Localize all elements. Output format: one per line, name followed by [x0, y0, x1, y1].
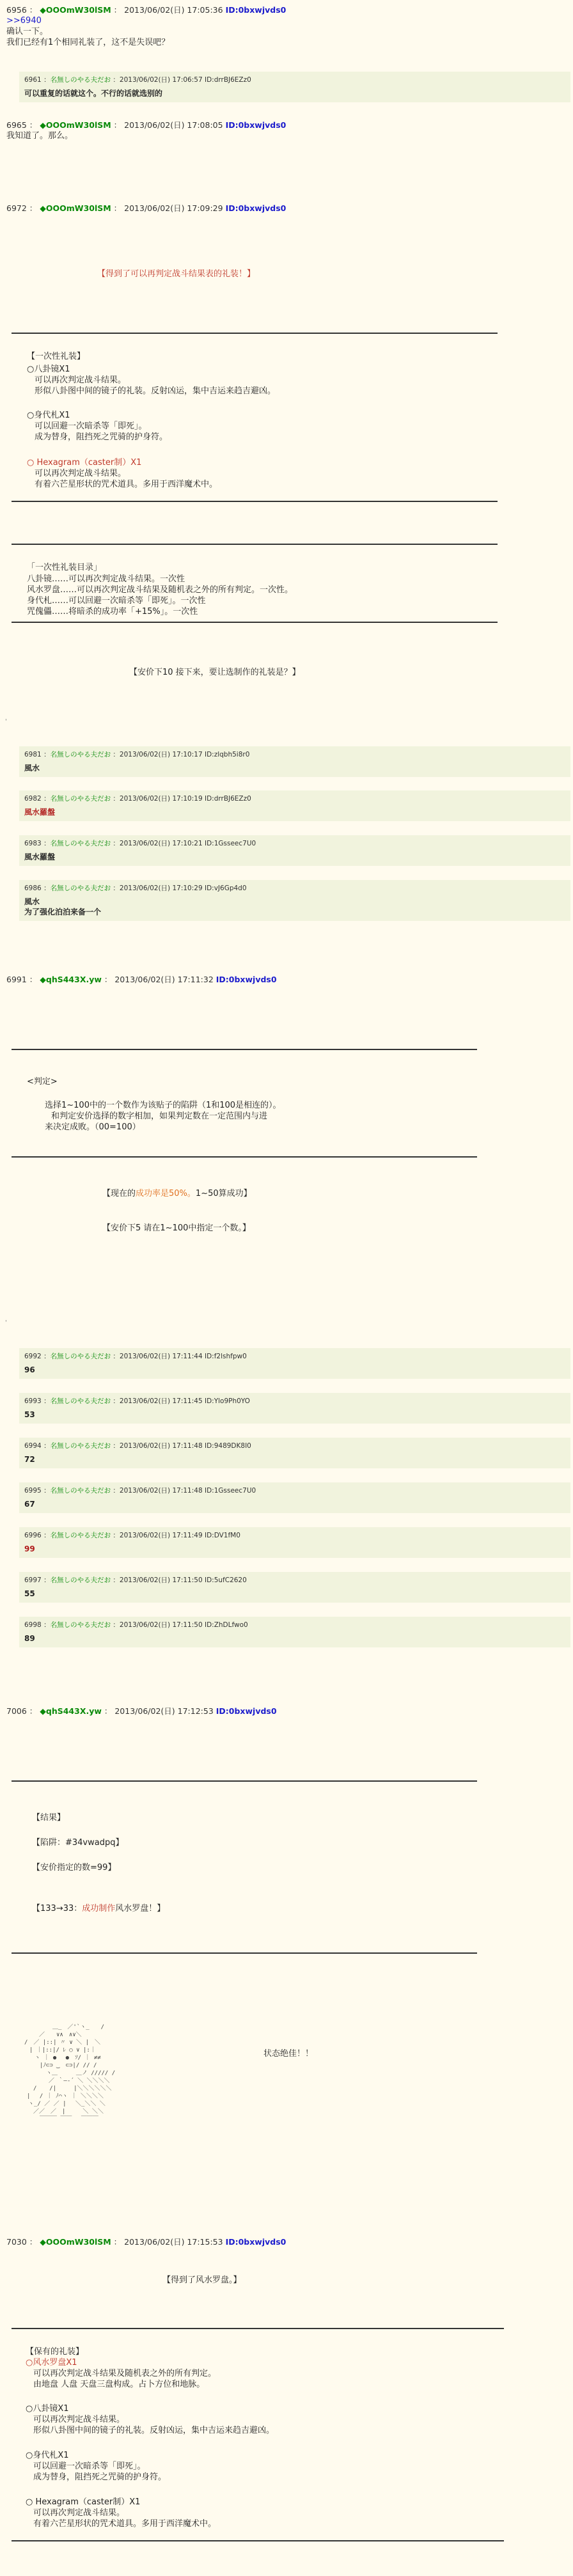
- post-date: 2013/06/02(日) 17:12:53: [114, 1706, 214, 1716]
- judge-line: 选择1~100中的一个数作为该贴子的陷阱（1和100是相连的）。: [45, 1101, 281, 1110]
- quote-body: 風水 为了强化泊泊来备一个: [24, 897, 102, 916]
- quote-id: ID:1Gsseec7U0: [204, 1487, 256, 1495]
- judge-line: 和判定安价选择的数字相加，如果判定数在一定范围内与进: [51, 1111, 268, 1121]
- quote-id: ID:f2lshfpw0: [204, 1353, 247, 1360]
- quote-number[interactable]: 6961: [24, 76, 42, 84]
- quoted-reply: 6986 ：名無しのやる夫だお ：2013/06/02(日) 17:10:29 ID:vJ6Gp4d0 風水 为了强化泊泊来备一个: [19, 880, 570, 921]
- quote-date: 2013/06/02(日) 17:11:45: [119, 1397, 203, 1405]
- quote-id: ID:ZhDLfwo0: [204, 1621, 248, 1629]
- post-header: 7006 ： ◆qhS443X.yw ： 2013/06/02(日) 17:12:53 ID:0bxwjvds0: [6, 1706, 277, 1716]
- item-desc: 成为替身，阻挡死之咒骑的护身符。: [35, 432, 168, 442]
- box-title: 【保有的礼装】: [26, 2347, 84, 2357]
- quote-id: ID:drrBJ6EZz0: [204, 795, 251, 803]
- catalog-line: 咒傀儡……将暗杀的成功率「+15%」。一次性: [27, 607, 198, 617]
- quote-name: 名無しのやる夫だお: [50, 1487, 111, 1495]
- post-number[interactable]: 7030: [6, 2237, 27, 2247]
- stray-mark: ': [5, 1319, 7, 1326]
- quote-name: 名無しのやる夫だお: [50, 76, 111, 84]
- quote-date: 2013/06/02(日) 17:10:21: [119, 840, 203, 847]
- quote-name: 名無しのやる夫だお: [50, 1353, 111, 1360]
- divider: [12, 1156, 477, 1158]
- svg-text:￣￣￣ ￣￣ ￣￣￣: ￣￣￣ ￣￣ ￣￣￣: [40, 2116, 98, 2123]
- quoted-reply: 6981 ：名無しのやる夫だお ：2013/06/02(日) 17:10:17 ID:zlqbh5i8r0 風水: [19, 746, 570, 777]
- post-header: 6991 ： ◆qhS443X.yw ： 2013/06/02(日) 17:11:32 ID:0bxwjvds0: [6, 975, 277, 984]
- quote-number[interactable]: 6998: [24, 1621, 42, 1629]
- item-desc: 可以回避一次暗杀等「即死」。: [33, 2462, 146, 2471]
- quote-body: 89: [24, 1634, 35, 1643]
- item-desc: 形似八卦图中间的镜子的礼装。反射凶运，集中吉运来趋吉避凶。: [33, 2426, 275, 2435]
- item-desc: 形似八卦图中间的镜子的礼装。反射凶运，集中吉运来趋吉避凶。: [35, 386, 276, 396]
- divider: [12, 1049, 477, 1050]
- quote-id: ID:5ufC2620: [204, 1576, 247, 1584]
- item-name: ○身代札X1: [26, 2451, 69, 2460]
- rate-highlight: 成功率是50%。: [136, 1189, 196, 1198]
- svg-text:＿_ ／'`ヽ_ /: ＿_ ／'`ヽ_ /: [52, 2024, 105, 2030]
- quote-number[interactable]: 6983: [24, 840, 42, 847]
- item-name: ○八卦镜X1: [26, 2404, 69, 2414]
- item-desc: 可以回避一次暗杀等「即死」。: [35, 421, 147, 431]
- post-header: 7030 ： ◆OOOmW30lSM ： 2013/06/02(日) 17:15:53 ID:0bxwjvds0: [6, 2237, 286, 2247]
- quote-id: ID:drrBJ6EZz0: [204, 76, 251, 84]
- post-date: 2013/06/02(日) 17:11:32: [114, 975, 214, 984]
- banner-text: 【得到了可以再判定战斗结果表的礼装！】: [97, 269, 256, 279]
- item-desc: 有着六芒星形状的咒术道具。多用于西洋魔术中。: [33, 2519, 217, 2529]
- quoted-reply: 6961 ：名無しのやる夫だお ：2013/06/02(日) 17:06:57 ID:drrBJ6EZz0 可以重复的话就这个。不行的话就选别的: [19, 72, 570, 102]
- svg-text:| / ｜ ﾉ⌒ヽ ｜ ＼＼＼＼: | / ｜ ﾉ⌒ヽ ｜ ＼＼＼＼: [27, 2093, 104, 2100]
- quote-number[interactable]: 6995: [24, 1487, 42, 1495]
- quote-id: ID:9489DK8I0: [204, 1442, 251, 1450]
- poster-id[interactable]: ID:0bxwjvds0: [216, 1706, 277, 1716]
- range-prefix: 【133→33：: [32, 1904, 82, 1913]
- svg-text:/ /| |＼＼＼＼＼＼: / /| |＼＼＼＼＼＼: [33, 2085, 112, 2092]
- divider: [12, 622, 498, 623]
- quote-date: 2013/06/02(日) 17:11:50: [119, 1621, 203, 1629]
- divider: [12, 2328, 504, 2329]
- item-name: ○ Hexagram（caster制）X1: [27, 458, 142, 467]
- post-date: 2013/06/02(日) 17:15:53: [124, 2237, 223, 2247]
- quote-body: 99: [24, 1544, 35, 1553]
- poster-id[interactable]: ID:0bxwjvds0: [225, 203, 286, 213]
- divider: [12, 1780, 477, 1782]
- quote-number[interactable]: 6982: [24, 795, 42, 803]
- quote-name: 名無しのやる夫だお: [50, 840, 111, 847]
- quote-body: 風水羅盤: [24, 852, 56, 861]
- quote-body: 96: [24, 1365, 35, 1374]
- quote-number[interactable]: 6996: [24, 1532, 42, 1539]
- svg-text:ヽ ｜ ● ● ｿ/ ｜ ≠≠: ヽ ｜ ● ● ｿ/ ｜ ≠≠: [35, 2055, 101, 2061]
- item-name: ○八卦镜X1: [27, 365, 70, 374]
- stray-mark: ': [5, 718, 7, 725]
- poster-id[interactable]: ID:0bxwjvds0: [216, 975, 277, 984]
- poster-id[interactable]: ID:0bxwjvds0: [225, 2237, 286, 2247]
- quote-id: ID:1Gsseec7U0: [204, 840, 256, 847]
- post-number[interactable]: 6991: [6, 975, 27, 984]
- item-name: ○身代札X1: [27, 411, 70, 420]
- quoted-reply: 6995 ：名無しのやる夫だお ：2013/06/02(日) 17:11:48 ID:1Gsseec7U0 67: [19, 1482, 570, 1513]
- poster-name[interactable]: ◆OOOmW30lSM: [40, 2237, 111, 2247]
- catalog-line: 风水罗盘……可以再次判定战斗结果及随机表之外的所有判定。一次性。: [27, 585, 294, 595]
- quote-body: 67: [24, 1500, 35, 1509]
- catalog-line: 八卦镜……可以再次判定战斗结果。一次性: [27, 574, 185, 584]
- quote-number[interactable]: 6994: [24, 1442, 42, 1450]
- post-header: 6956 ： ◆OOOmW30lSM ： 2013/06/02(日) 17:05:36 ID:0bxwjvds0: [6, 5, 286, 15]
- quote-name: 名無しのやる夫だお: [50, 751, 111, 758]
- post-text: 确认一下。: [6, 27, 49, 36]
- svg-text:／ ∨∧ ∧∨＼: ／ ∨∧ ∧∨＼: [33, 2032, 82, 2038]
- divider: [12, 333, 498, 334]
- quoted-reply: 6996 ：名無しのやる夫だお ：2013/06/02(日) 17:11:49 ID:DV1fM0 99: [19, 1527, 570, 1558]
- item-desc: 可以再次判定战斗结果。: [33, 2508, 125, 2518]
- post-number[interactable]: 6972: [6, 203, 27, 213]
- quote-id: ID:vJ6Gp4d0: [204, 884, 247, 892]
- reply-anchor[interactable]: >>6940: [6, 16, 42, 26]
- poster-name[interactable]: ◆qhS443X.yw: [40, 975, 102, 984]
- anka-request: 【安价下5 请在1~100中指定一个数。】: [102, 1223, 251, 1233]
- judge-title: <判定>: [27, 1077, 58, 1087]
- quoted-reply: 6992 ：名無しのやる夫だお ：2013/06/02(日) 17:11:44 ID:f2lshfpw0 96: [19, 1348, 570, 1379]
- divider: [12, 1952, 477, 1954]
- result-title: 【结果】: [32, 1813, 66, 1823]
- success-rate: [102, 1188, 252, 1199]
- item-desc: 由地盘 人盘 天盘三盘构成。占卜方位和地脉。: [33, 2380, 205, 2389]
- quoted-reply: 6997 ：名無しのやる夫だお ：2013/06/02(日) 17:11:50 ID:5ufC2620 55: [19, 1572, 570, 1603]
- quoted-reply: 6982 ：名無しのやる夫だお ：2013/06/02(日) 17:10:19 ID:drrBJ6EZz0 風水羅盤: [19, 790, 570, 821]
- quote-date: 2013/06/02(日) 17:06:57: [119, 76, 203, 84]
- quote-id: ID:Ylo9Ph0YO: [204, 1397, 250, 1405]
- post-header: 6972 ： ◆OOOmW30lSM ： 2013/06/02(日) 17:09:29 ID:0bxwjvds0: [6, 203, 286, 213]
- post-header: 6965 ： ◆OOOmW30lSM ： 2013/06/02(日) 17:08:05 ID:0bxwjvds0: [6, 120, 286, 130]
- quote-body: 可以重复的话就这个。不行的话就选别的: [24, 89, 163, 98]
- svg-text:/ ／ |::| 〃 ∨ ＼ | ＼: / ／ |::| 〃 ∨ ＼ | ＼: [24, 2039, 101, 2046]
- poster-name[interactable]: ◆OOOmW30lSM: [40, 203, 111, 213]
- box-title: 「一次性礼装目录」: [27, 563, 102, 572]
- quote-number[interactable]: 6993: [24, 1397, 42, 1405]
- svg-text:ヽ_/ ／ ／ | ＼_＼＼ ＼: ヽ_/ ／ ／ | ＼_＼＼ ＼: [28, 2101, 106, 2107]
- post-date: 2013/06/02(日) 17:09:29: [124, 203, 223, 213]
- ascii-art-illustration: [20, 2020, 244, 2128]
- range-suffix: 风水罗盘！】: [115, 1904, 166, 1913]
- quote-date: 2013/06/02(日) 17:11:48: [119, 1442, 203, 1450]
- item-name: ○风水罗盘X1: [26, 2358, 77, 2368]
- post-date: 2013/06/02(日) 17:08:05: [124, 120, 223, 130]
- divider: [12, 501, 498, 502]
- post-text: 我知道了。那么。: [6, 131, 74, 141]
- quote-number[interactable]: 6981: [24, 751, 42, 758]
- range-result: [32, 1903, 165, 1914]
- svg-text:|ﾉ⊂⊃ ‿ ⊂⊃|/ // /: |ﾉ⊂⊃ ‿ ⊂⊃|/ // /: [40, 2062, 97, 2069]
- quote-name: 名無しのやる夫だお: [50, 1442, 111, 1450]
- quote-name: 名無しのやる夫だお: [50, 1621, 111, 1629]
- quote-date: 2013/06/02(日) 17:11:50: [119, 1576, 203, 1584]
- post-date: 2013/06/02(日) 17:05:36: [124, 5, 223, 15]
- quote-number[interactable]: 6992: [24, 1353, 42, 1360]
- divider: [12, 2540, 504, 2541]
- quote-name: 名無しのやる夫だお: [50, 1532, 111, 1539]
- svg-text:| ｜|::|/ ﾚ ○ ∨ |:｜: | ｜|::|/ ﾚ ○ ∨ |:｜: [29, 2047, 96, 2054]
- anka-request: 【安价下10 接下来，要让选制作的礼装是？】: [129, 668, 301, 677]
- catalog-line: 身代札……可以回避一次暗杀等「即死」。一次性: [27, 596, 206, 606]
- rate-suffix: 1~50算成功】: [195, 1189, 252, 1198]
- quote-date: 2013/06/02(日) 17:10:19: [119, 795, 203, 803]
- poster-name[interactable]: ◆OOOmW30lSM: [40, 5, 111, 15]
- poster-name[interactable]: ◆OOOmW30lSM: [40, 120, 111, 130]
- post-text: 我们已经有1个相同礼装了，这不是失误吧？: [6, 38, 170, 47]
- rate-prefix: 【现在的: [102, 1189, 136, 1198]
- quote-number[interactable]: 6986: [24, 884, 42, 892]
- quote-name: 名無しのやる夫だお: [50, 884, 111, 892]
- designated-line: 【安价指定的数=99】: [32, 1863, 116, 1873]
- quote-date: 2013/06/02(日) 17:11:44: [119, 1353, 203, 1360]
- svg-text:ヽ＿ ＿ノ ///// /: ヽ＿ ＿ノ ///// /: [46, 2070, 116, 2077]
- quote-name: 名無しのやる夫だお: [50, 1576, 111, 1584]
- quote-name: 名無しのやる夫だお: [50, 795, 111, 803]
- poster-id[interactable]: ID:0bxwjvds0: [225, 5, 286, 15]
- quoted-reply: 6998 ：名無しのやる夫だお ：2013/06/02(日) 17:11:50 ID:ZhDLfwo0 89: [19, 1617, 570, 1647]
- item-desc: 可以再次判定战斗结果。: [33, 2415, 125, 2424]
- quote-body: 72: [24, 1455, 35, 1464]
- quote-number[interactable]: 6997: [24, 1576, 42, 1584]
- range-highlight: 成功制作: [82, 1904, 116, 1913]
- quote-date: 2013/06/02(日) 17:10:17: [119, 751, 203, 758]
- divider: [12, 544, 498, 545]
- post-number[interactable]: 7006: [6, 1706, 27, 1716]
- item-desc: 可以再次判定战斗结果及随机表之外的所有判定。: [33, 2369, 217, 2378]
- obtained-text: 【得到了风水罗盘。】: [162, 2275, 242, 2285]
- quote-body: 53: [24, 1410, 35, 1419]
- item-desc: 有着六芒星形状的咒术道具。多用于西洋魔术中。: [35, 480, 218, 489]
- quoted-reply: 6994 ：名無しのやる夫だお ：2013/06/02(日) 17:11:48 ID:9489DK8I0 72: [19, 1438, 570, 1468]
- trap-line: 【陷阱：#34vwadpq】: [32, 1838, 124, 1848]
- quote-id: ID:DV1fM0: [204, 1532, 240, 1539]
- quoted-reply: 6983 ：名無しのやる夫だお ：2013/06/02(日) 17:10:21 ID:1Gsseec7U0 風水羅盤: [19, 835, 570, 866]
- quote-body: 55: [24, 1589, 35, 1598]
- item-desc: 可以再次判定战斗结果。: [35, 375, 127, 385]
- item-desc: 可以再次判定战斗结果。: [35, 469, 127, 478]
- post-number[interactable]: 6965: [6, 120, 27, 130]
- box-title: 【一次性礼装】: [27, 352, 86, 361]
- quoted-reply: 6993 ：名無しのやる夫だお ：2013/06/02(日) 17:11:45 ID:Ylo9Ph0YO 53: [19, 1393, 570, 1424]
- quote-body: 風水: [24, 764, 40, 773]
- poster-id[interactable]: ID:0bxwjvds0: [225, 120, 286, 130]
- poster-name[interactable]: ◆qhS443X.yw: [40, 1706, 102, 1716]
- quote-id: ID:zlqbh5i8r0: [204, 751, 250, 758]
- quote-name: 名無しのやる夫だお: [50, 1397, 111, 1405]
- aa-caption: 状态绝佳！！: [263, 2049, 314, 2059]
- svg-text:／／ ／ | ＼ ＼＼: ／／ ／ | ＼ ＼＼: [33, 2109, 104, 2115]
- quote-date: 2013/06/02(日) 17:11:49: [119, 1532, 203, 1539]
- item-desc: 成为替身，阻挡死之咒骑的护身符。: [33, 2472, 167, 2482]
- svg-text:／ ｀―‐´ ＼ ＼＼＼＼: ／ ｀―‐´ ＼ ＼＼＼＼: [49, 2078, 110, 2084]
- item-name: ○ Hexagram（caster制）X1: [26, 2497, 141, 2507]
- judge-line: 来决定成败。（00=100）: [45, 1122, 141, 1132]
- post-number[interactable]: 6956: [6, 5, 27, 15]
- quote-date: 2013/06/02(日) 17:11:48: [119, 1487, 203, 1495]
- quote-date: 2013/06/02(日) 17:10:29: [119, 884, 203, 892]
- quote-body: 風水羅盤: [24, 808, 56, 817]
